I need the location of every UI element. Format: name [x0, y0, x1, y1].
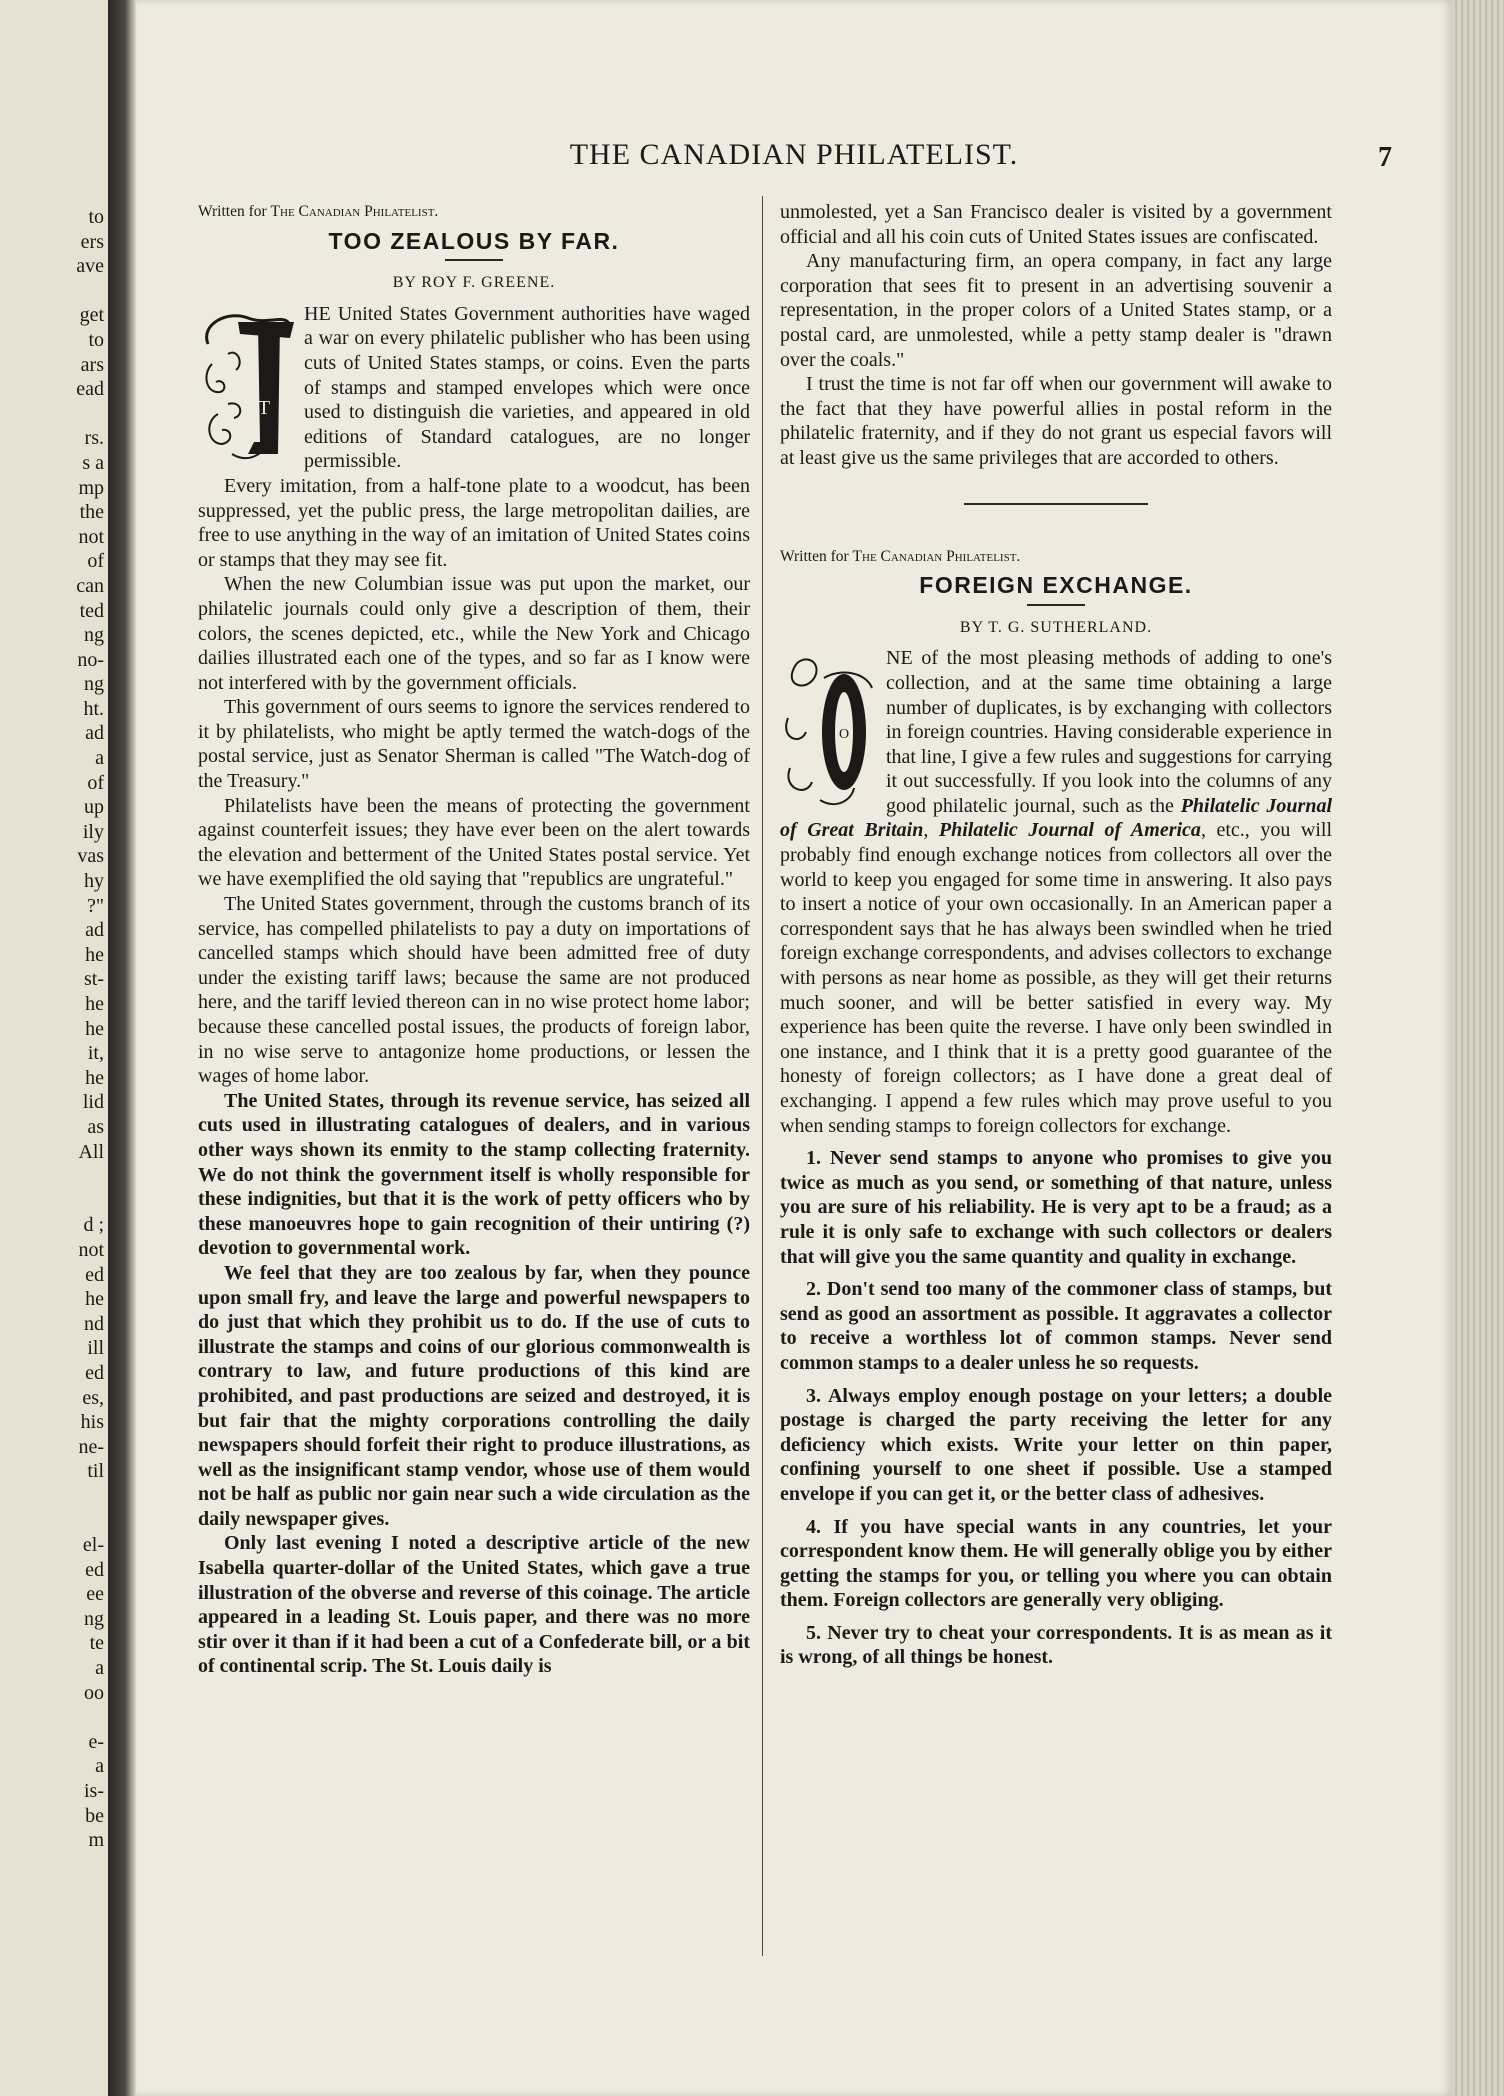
written-for-label: Written for	[198, 203, 267, 220]
previous-page-fragment	[4, 402, 104, 427]
article1-byline: BY ROY F. GREENE.	[392, 274, 556, 292]
previous-page-fragment: es,	[82, 1386, 104, 1409]
article2-byline: BY T. G. SUTHERLAND.	[959, 618, 1153, 636]
title-rule	[445, 259, 503, 261]
dropcap-letter: T	[257, 396, 271, 419]
previous-page-fragment: ted	[79, 599, 104, 622]
article1-paragraph: The United States government, through the customs branch of its service, has compelled philatelists to pay a duty on importations of cancelled stamps which should have been admitted free of duty under the existing tariff laws; because the same are not produced here, and the tariff levied thereon can in no wise protect home labor; because these cancelled postal issues, the products of foreign labor, in no wise serve to antagonize home productions, or lessen the wages of home labor.	[198, 893, 750, 1088]
intro-text: ,	[923, 819, 939, 842]
previous-page-fragment: he	[85, 1066, 104, 1089]
previous-page-fragment: to	[88, 206, 104, 228]
previous-page-fragment: d ;	[83, 1214, 104, 1237]
previous-page-fragment: can	[76, 574, 104, 597]
running-title: THE CANADIAN PHILATELIST.	[569, 138, 1019, 171]
ornamental-dropcap-o	[780, 648, 876, 812]
previous-page-fragment: a	[95, 1657, 104, 1680]
previous-page-fragment: not	[78, 525, 104, 548]
previous-page-fragment: vas	[77, 845, 104, 868]
previous-page-fragment: ave	[76, 255, 104, 278]
previous-page-fragment: not	[78, 1238, 104, 1261]
stacked-page-edges	[1452, 0, 1504, 2096]
previous-page-fragment: to	[88, 328, 104, 351]
left-column	[198, 200, 750, 1679]
previous-page-fragment: be	[85, 1804, 104, 1827]
previous-page-fragment	[4, 1508, 104, 1533]
previous-page-fragment: All	[78, 1140, 104, 1163]
article1-paragraph: This government of ours seems to ignore the services rendered to it by philatelists, who might be aptly termed the watch-dogs of the postal service, just as Senator Sherman is called "The Watch-dog of the Treasury."	[198, 696, 750, 793]
previous-page-fragment: el-	[82, 1534, 104, 1557]
previous-page-fragment: rs.	[84, 427, 104, 450]
previous-page-fragment: ng	[84, 1607, 104, 1630]
exchange-rule: 5. Never try to cheat your correspondents. It is as mean as it is wrong, of all things be honest.	[780, 1621, 1332, 1669]
previous-page-fragment: ?"	[86, 894, 104, 917]
previous-page-fragment: ad	[85, 722, 104, 745]
previous-page-fragment: st-	[84, 968, 104, 991]
article1-title: TOO ZEALOUS BY FAR.	[328, 227, 620, 254]
previous-page-fragment: ead	[76, 378, 104, 401]
previous-page-fragment: a	[95, 747, 104, 770]
intro-text: NE of the most pleasing methods of adding to one's collection, and at the same time obtaining a large number of duplicates, is by exchanging with collectors in foreign countries. Having considerable experience in that line, I give a few rules and suggestions for carrying it out successfully. If you look into the columns of any good philatelic journal, such as the	[886, 647, 1332, 817]
article1-paragraph: Every imitation, from a half-tone plate to a woodcut, has been suppressed, yet the public press, the large metropolitan dailies, are free to use anything in the way of an imitation of United States coins or stamps that they may see fit.	[198, 474, 750, 571]
previous-page-fragment	[4, 1484, 104, 1509]
previous-page-fragment: get	[79, 304, 104, 327]
previous-page-edge	[0, 0, 108, 2096]
exchange-rule: 4. If you have special wants in any countries, let your correspondent know them. He will generally oblige you by either getting the stamps for you, or telling you where you can obtain them. Foreign collectors are generally very obliging.	[780, 1515, 1332, 1612]
previous-page-fragment: the	[79, 501, 104, 524]
article1-paragraph: Philatelists have been the means of protecting the government against counterfeit issues; they have ever been on the alert towards the elevation and betterment of the United States postal service. Yet we have exemplified the old saying that "republics are ungrateful."	[198, 794, 750, 891]
previous-page-fragment: a	[95, 1755, 104, 1778]
previous-page-fragment: no-	[77, 648, 104, 671]
previous-page-fragment	[4, 1705, 104, 1730]
exchange-rule: 2. Don't send too many of the commoner class of stamps, but send as good an assortment as possible. It aggravates a collector to receive a worthless lot of common stamps. Never send common stamps to a dealer unless he so requests.	[780, 1278, 1332, 1374]
exchange-rule: 1. Never send stamps to anyone who promises to give you twice as much as you send, or something of that nature, unless you are sure of his reliability. He is very apt to be a fraud; as a rule it is only safe to exchange with such collectors or dealers that will give you the same quantity and quality in exchange.	[780, 1147, 1332, 1268]
journal-title: Philatelic Journal of Great Britain	[780, 794, 1332, 842]
article1-paragraph: The United States, through its revenue service, has seized all cuts used in illustrating catalogues of dealers, and in various other ways shown its enmity to the stamp collecting fraternity. We do not think the government itself is wholly responsible for these indignities, but that it is the work of petty officers who by these manoeuvres hope to gain recognition of their untiring (?) devotion to governmental work.	[198, 1089, 750, 1260]
article1-paragraph: When the new Columbian issue was put upon the market, our philatelic journals could only give a description of them, their colors, the scenes depicted, etc., while the New York and Chicago dailies illustrated each one of the types, and so far as I know were not interfered with by the government officials.	[198, 573, 750, 694]
previous-page-fragment: he	[85, 993, 104, 1015]
article1-continuation: Any manufacturing firm, an opera company, in fact any large corporation that sees fit to present in an advertising souvenir a representation, in the proper colors of a United States stamp, or a postal card, are unmolested, while a petty stamp dealer is "drawn over the coals."	[780, 250, 1332, 371]
previous-page-fragment: of	[87, 550, 104, 573]
journal-title: Philatelic Journal of America	[938, 819, 1201, 842]
book-gutter	[108, 0, 136, 2096]
previous-page-fragment: til	[87, 1460, 104, 1483]
article1-paragraph: We feel that they are too zealous by far, when they pounce upon small fry, and leave the large and powerful newspapers to do just that which they prohibit us to do. If the use of cuts to illustrate the stamps and coins of our glorious commonwealth is contrary to law, and future productions of this kind are prohibited, and past productions are seized and destroyed, it is but fair that the mighty corporations controlling the daily newspapers should forfeit their right to produce illustrations, as well as the insignificant stamp vendor, whose use of them would not be half as public nor gain near such a wide circulation as the daily newspaper gives.	[198, 1261, 750, 1530]
previous-page-fragment: he	[85, 1017, 104, 1040]
previous-page-fragment: ill	[87, 1337, 104, 1360]
previous-page-fragment: hy	[84, 870, 104, 893]
ornamental-dropcap-t	[198, 304, 294, 468]
written-for-label: Written for	[780, 547, 849, 565]
article2-attribution	[780, 545, 1332, 570]
previous-page-fragment: of	[87, 771, 104, 794]
previous-page-fragment: ht.	[83, 697, 104, 720]
column-divider	[762, 196, 763, 1956]
exchange-rule: 3. Always employ enough postage on your letters; a double postage is charged the party receiving the letter for any deficiency which exists. Write your letter on thin paper, confining yourself to one sheet if possible. Use a stamped envelope if you can get it, or the better class of adhesives.	[780, 1384, 1332, 1505]
page-number: 7	[1378, 142, 1392, 173]
previous-page-fragment: m	[88, 1829, 104, 1852]
previous-page-fragment: oo	[84, 1681, 104, 1704]
article1-paragraph: HE United States Government authorities have waged a war on every philatelic publisher who has been using cuts of United States stamps, or coins. Even the parts of stamps and stamped envelopes which were once used to distinguish die varieties, and appeared in old editions of Standard catalogues, are no longer permissible.	[304, 302, 750, 473]
previous-page-fragment: is-	[84, 1780, 104, 1802]
intro-text: , etc., you will probably find enough exchange notices from collectors all over the world to keep you engaged for some time in answering. It also pays to insert a notice of your own occasionally. In an American paper a correspondent says that he has always been swindled when he tried foreign exchange correspondents, and advises collectors to exchange with persons as near home as possible, as they will get their returns much sooner, and will be better satisfied in every way. My experience has been quite the reverse. I have only been swindled in one instance, and I think that it is a pretty good guarantee of the honesty of foreign collectors; as I have done a great deal of exchanging. I append a few rules which may prove useful to you when sending stamps to foreign collectors for exchange.	[780, 819, 1333, 1137]
previous-page-fragment: nd	[84, 1312, 104, 1335]
previous-page-fragment: he	[85, 1288, 104, 1311]
previous-page-fragment	[4, 1164, 104, 1189]
previous-page-fragment: mp	[78, 476, 104, 499]
previous-page-fragment: ars	[80, 353, 104, 376]
previous-page-fragment	[4, 279, 104, 304]
previous-page-fragment: ng	[84, 673, 104, 696]
previous-page-fragment: as	[87, 1115, 104, 1138]
article1-attribution	[198, 200, 750, 225]
previous-page-fragment: ne-	[78, 1435, 104, 1458]
page-header	[196, 138, 1392, 178]
dropcap-letter: O	[838, 727, 850, 743]
previous-page-fragment: up	[84, 796, 104, 819]
article1-continuation: I trust the time is not far off when our government will awake to the fact that they have powerful allies in postal reform in the philatelic fraternity, and if they do not grant us especial favors will at least give us the same privileges that are accorded to others.	[780, 373, 1332, 469]
publication-name: The Canadian Philatelist.	[270, 203, 439, 220]
publication-name: The Canadian Philatelist.	[852, 547, 1021, 565]
previous-page-fragment: lid	[82, 1091, 104, 1114]
article-separator-rule	[964, 503, 1148, 505]
previous-page-fragment: ad	[85, 919, 104, 942]
previous-page-fragment: te	[89, 1632, 104, 1655]
previous-page-fragment: ed	[85, 1263, 104, 1286]
article1-continuation: unmolested, yet a San Francisco dealer is visited by a government official and all his coin cuts of United States issues are confiscated.	[780, 201, 1332, 248]
previous-page-fragment	[4, 1189, 104, 1214]
previous-page-fragment: s a	[82, 451, 104, 474]
page	[136, 0, 1452, 2096]
previous-page-fragment: ng	[84, 624, 104, 647]
title-rule	[1027, 604, 1085, 606]
right-column	[780, 200, 1332, 1670]
previous-page-text-fragments	[4, 205, 104, 1853]
previous-page-fragment: ed	[85, 1361, 104, 1384]
previous-page-fragment: it,	[87, 1042, 104, 1065]
previous-page-fragment: ily	[82, 820, 104, 843]
previous-page-fragment: e-	[88, 1730, 104, 1753]
article2-title: FOREIGN EXCHANGE.	[919, 572, 1193, 599]
previous-page-fragment: ee	[86, 1583, 104, 1606]
previous-page-fragment: his	[80, 1411, 104, 1434]
article1-paragraph: Only last evening I noted a descriptive article of the new Isabella quarter-dollar of the United States, which gave a true illustration of the obverse and reverse of this coinage. The article appeared in a leading St. Louis paper, and there was no more stir over it than if it had been a cut of a Confederate bill, or a bit of continental scrip. The St. Louis daily is	[198, 1532, 750, 1678]
previous-page-fragment: ed	[85, 1558, 104, 1581]
previous-page-fragment: he	[85, 943, 104, 966]
previous-page-fragment: ers	[80, 230, 104, 253]
